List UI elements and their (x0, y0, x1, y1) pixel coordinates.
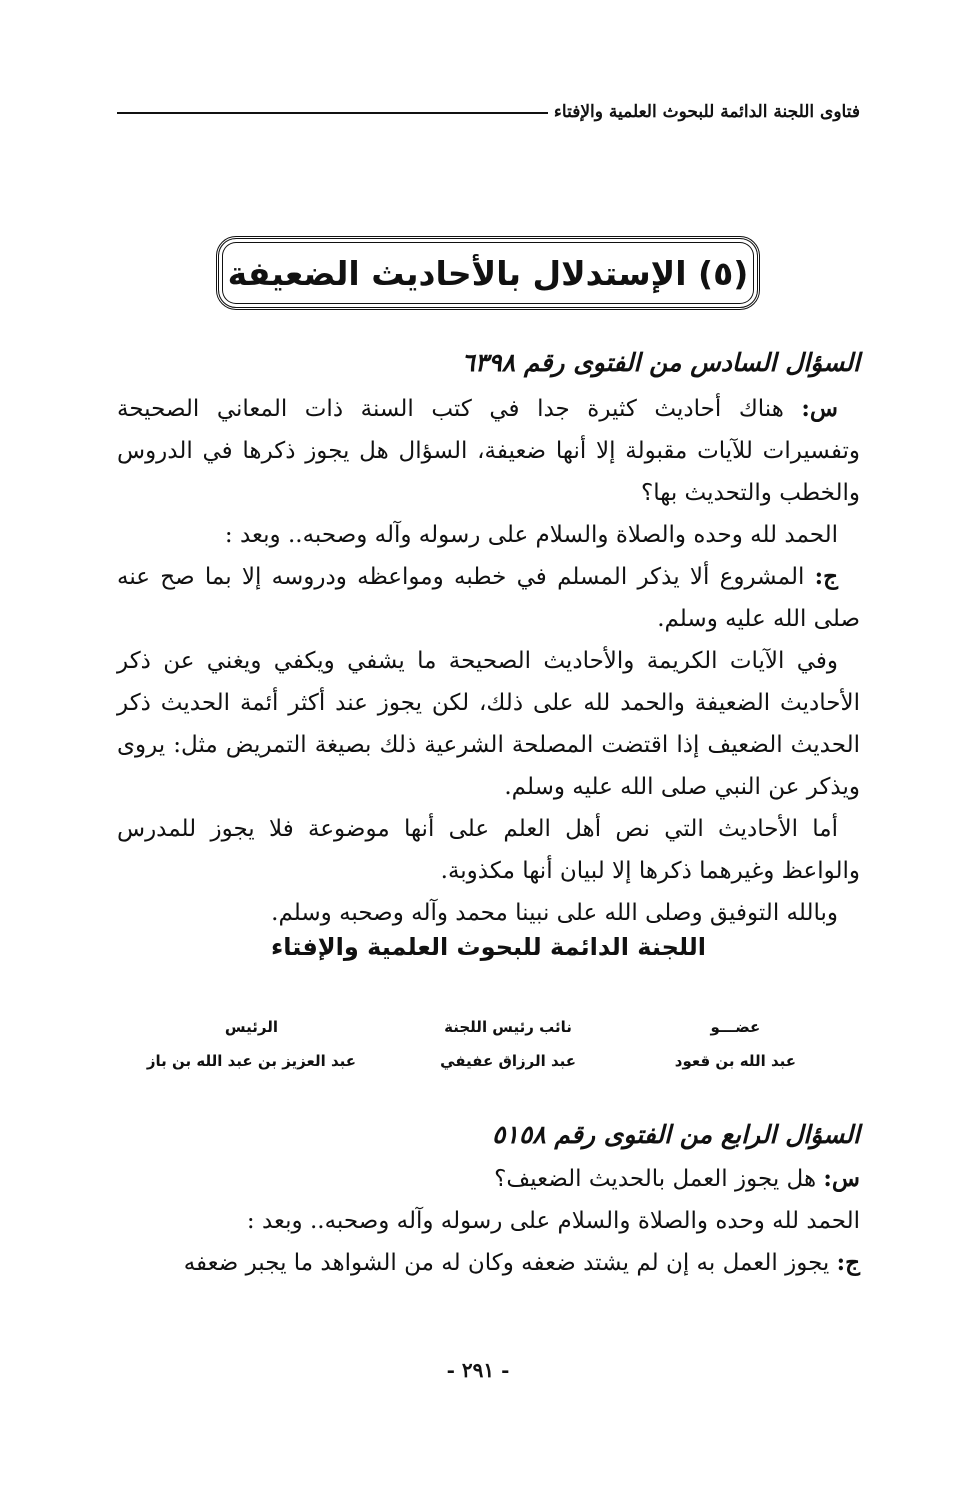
answer-label: ج: (836, 1249, 860, 1276)
question-1-body: هناك أحاديث كثيرة جدا في كتب السنة ذات المعاني الصحيحة وتفسيرات للآيات مقبولة إلا أنها ضعيفة، السؤال هل يجوز ذكرها في الدروس والخطب والتحديث بها؟ (117, 396, 860, 506)
answer-1-paragraph-2: وفي الآيات الكريمة والأحاديث الصحيحة ما يشفي ويكفي ويغني عن ذكر الأحاديث الضعيفة والحمد لله على ذلك، لكن يجوز عند أكثر أئمة الحديث ذكر الحديث الضعيف إذا اقتضت المصلحة الشرعية ذلك بصيغة التمريض مثل: يروى ويذكر عن النبي صلى الله عليه وسلم. (117, 648, 860, 800)
question-1-text (117, 388, 860, 514)
question-2-body: هل يجوز العمل بالحديث الضعيف؟ (494, 1166, 817, 1192)
question-2-text (117, 1158, 860, 1200)
signatory-name: عبد العزيز بن عبد الله بن باز (146, 1052, 356, 1070)
signatory-member (675, 1018, 796, 1070)
section-title (216, 236, 760, 310)
header-rule (117, 112, 548, 114)
signatory-vice-chair (440, 1018, 576, 1070)
question-2-title: السؤال الرابع من الفتوى رقم ٥١٥٨ (491, 1120, 860, 1149)
question-label: س: (801, 395, 838, 422)
answer-1-paragraph-3: أما الأحاديث التي نص أهل العلم على أنها موضوعة فلا يجوز للمدرس والواعظ وغيرهما ذكرها إلا لبيان أنها مكذوبة. (117, 816, 860, 884)
question-label: س: (823, 1165, 860, 1192)
answer-label: ج: (814, 563, 838, 590)
committee-name: اللجنة الدائمة للبحوث العلمية والإفتاء (271, 933, 706, 961)
running-title: فتاوى اللجنة الدائمة للبحوث العلمية والإفتاء (553, 102, 860, 122)
page-number: - ٢٩١ - (446, 1358, 510, 1382)
signatory-role: عضـــو (710, 1018, 761, 1036)
running-header (117, 92, 860, 122)
signatory-role: نائب رئيس اللجنة (444, 1018, 572, 1036)
signatory-chair (147, 1018, 356, 1070)
question-1-praise: الحمد لله وحده والصلاة والسلام على رسوله وآله وصحبه.. وبعد : (224, 522, 838, 548)
answer-1-text (117, 556, 860, 640)
signatory-role: الرئيس (224, 1018, 278, 1036)
answer-1-closing: وبالله التوفيق وصلى الله على نبينا محمد وآله وصحبه وسلم. (271, 900, 838, 926)
signatory-name: عبد الرزاق عفيفي (440, 1052, 576, 1070)
answer-2-text (117, 1242, 860, 1284)
answer-2-body: يجوز العمل به إن لم يشتد ضعفه وكان له من الشواهد ما يجبر ضعفه (183, 1250, 830, 1276)
question-2-praise: الحمد لله وحده والصلاة والسلام على رسوله وآله وصحبه.. وبعد : (246, 1208, 860, 1234)
question-1-title: السؤال السادس من الفتوى رقم ٦٣٩٨ (461, 348, 860, 377)
section-title-text: (٥) الإستدلال بالأحاديث الضعيفة (227, 253, 749, 293)
answer-1-body: المشروع ألا يذكر المسلم في خطبه ومواعظه ودروسه إلا بما صح عنه صلى الله عليه وسلم. (117, 564, 860, 632)
signatory-name: عبد الله بن قعود (674, 1052, 796, 1070)
